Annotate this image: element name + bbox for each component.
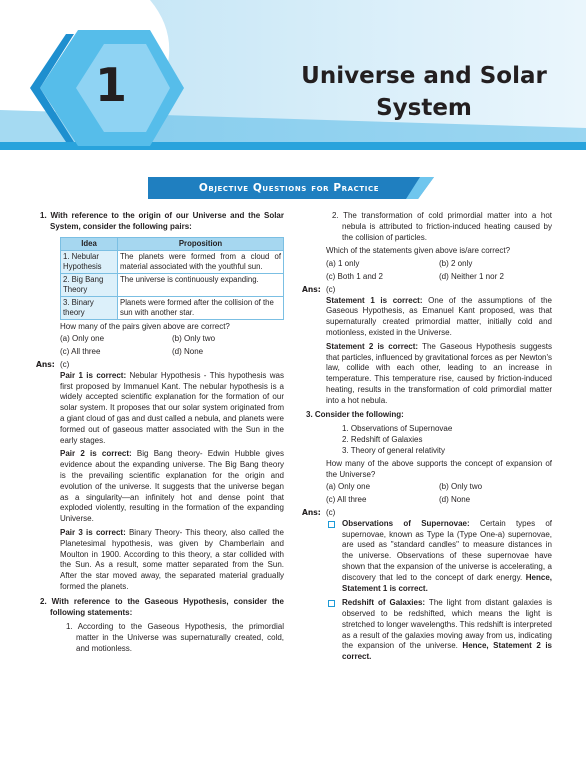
answer-value: (c) xyxy=(60,359,70,369)
explanation-statement-1: Statement 1 is correct: One of the assumptions of the Gaseous Hypothesis, as Emanuel Kant proposed, was that supernaturally created primordial matter, initially cold and motionless, existed in the Universe. xyxy=(326,295,552,337)
table-row xyxy=(61,296,284,319)
chapter-number: 1 xyxy=(94,58,127,112)
option-a: (a) 1 only xyxy=(326,259,360,269)
table-header-proposition: Proposition xyxy=(118,237,284,250)
option-b: (b) Only two xyxy=(439,482,483,492)
statement-2: 2. The transformation of cold primordial matter into a hot nebula is attributed to friction-induced heating caused by the collision of particles. xyxy=(332,211,552,242)
proposition-cell: Planets were formed after the collision of the sun with another star. xyxy=(118,296,284,319)
option-d: (d) Neither 1 nor 2 xyxy=(439,271,504,281)
question-3-prompt: How many of the above supports the concept of expansion of the Universe? xyxy=(326,458,552,479)
answer-2 xyxy=(302,285,552,296)
proposition-cell: The universe is continuously expanding. xyxy=(118,273,284,296)
question-3-options xyxy=(302,482,552,506)
list-item: 3. Theory of general relativity xyxy=(342,445,446,455)
list-item: 1. Observations of Supernovae xyxy=(342,424,453,434)
explanation-pair-3: Pair 3 is correct: Binary Theory- This theory, also called the Planetesimal hypothesis, was given by Chamberlain and Moulton in 1900. According to this theory, a star collided with the Sun. As a result, some matter separated from the Sun. After the star moved away, the separated material gradually formed the planets. xyxy=(60,527,284,591)
question-3: 3. Consider the following: xyxy=(306,409,404,419)
chapter-title-line2: System xyxy=(376,95,472,121)
option-c: (c) Both 1 and 2 xyxy=(326,271,383,281)
bullet-redshift: Redshift of Galaxies: The light from distant galaxies is observed to be redshifted, which means the light is stretched to longer wavelengths. This redshift is interpreted as a result of the galaxies moving away from us, indicating the expansion of the universe. Hence, Statement 2 is correct. xyxy=(302,598,552,663)
table-row xyxy=(61,273,284,296)
answer-3 xyxy=(302,508,552,519)
explanation-pair-2: Pair 2 is correct: Big Bang theory- Edwin Hubble gives evidence about the expanding universe. The Big Bang theory is the prevailing scientific explanation for the origin and evolution of the universe. It suggests that the universe began as a singularity—an infinitely hot and dense point that exploded violently, resulting in the formation of the expanding Universe. xyxy=(60,449,284,524)
answer-value: (c) xyxy=(326,284,336,294)
explanation-pair-1: Pair 1 is correct: Nebular Hypothesis - This hypothesis was first proposed by Immanuel Kant. The nebular hypothesis is a widely accepted scientific explanation for the formation of our solar system. It proposes that our solar system originated from a giant cloud of gas and dust called a nebula, and planets were formed out of gaseous matter associated with the Sun in the early stages. xyxy=(60,370,284,445)
answer-value: (c) xyxy=(326,507,336,517)
answer-label: Ans: xyxy=(36,359,55,369)
table-header-idea: Idea xyxy=(61,237,118,250)
proposition-cell: The planets were formed from a cloud of material associated with the youthful sun. xyxy=(118,250,284,273)
option-c: (c) All three xyxy=(60,347,101,357)
option-a: (a) Only one xyxy=(60,334,105,344)
option-d: (d) None xyxy=(172,347,204,357)
right-column xyxy=(302,211,552,667)
option-a: (a) Only one xyxy=(326,482,371,492)
idea-cell: 3. Binary theory xyxy=(61,296,118,319)
question-1: 1. With reference to the origin of our Universe and the Solar System, consider the following pairs: xyxy=(40,211,284,231)
idea-cell: 1. Nebular Hypothesis xyxy=(61,250,118,273)
chapter-title xyxy=(262,60,586,124)
explanation-statement-2: Statement 2 is correct: The Gaseous Hypothesis suggests that particles, influenced by gravitational forces as per Newton's law, collide with each other, leading to an increase in temperature. This temperature rise, caused by friction-induced heating, results in the transformation of cold primordial matter into a hot nebula. xyxy=(326,341,552,405)
checkbox-bullet-icon xyxy=(328,600,335,607)
question-1-prompt: How many of the pairs given above are correct? xyxy=(60,321,230,331)
answer-1 xyxy=(36,360,284,371)
list-item: 2. Redshift of Galaxies xyxy=(342,435,423,445)
question-1-options xyxy=(36,334,284,358)
table-row xyxy=(61,250,284,273)
question-2-prompt: Which of the statements given above is/are correct? xyxy=(326,246,511,256)
chapter-title-line1: Universe and Solar xyxy=(301,63,547,89)
left-column xyxy=(36,211,284,658)
answer-label: Ans: xyxy=(302,507,321,517)
bullet-supernovae: Observations of Supernovae: Certain types of supernovae, known as Type Ia (Type One-a) supernovae, are used as "standard candles" to measure distances in the universe. Observations of these supernovae have shown that the expansion of the universe is accelerating, a discovery that led to the concept of dark energy. Hence, Statement 1 is correct. xyxy=(302,519,552,595)
question-2-options xyxy=(302,259,552,283)
option-d: (d) None xyxy=(439,495,471,505)
option-b: (b) 2 only xyxy=(439,259,473,269)
option-b: (b) Only two xyxy=(172,334,216,344)
idea-cell: 2. Big Bang Theory xyxy=(61,273,118,296)
question-2: 2. With reference to the Gaseous Hypothesis, consider the following statements: xyxy=(40,596,284,617)
option-c: (c) All three xyxy=(326,495,367,505)
question-3-items xyxy=(302,424,552,456)
checkbox-bullet-icon xyxy=(328,521,335,528)
statement-1: 1. According to the Gaseous Hypothesis, the primordial matter in the Universe was supernaturally created, cold, and motionless. xyxy=(66,622,284,653)
answer-label: Ans: xyxy=(302,284,321,294)
section-banner-title: Objective Questions for Practice xyxy=(198,182,380,194)
pairs-table xyxy=(60,237,284,320)
